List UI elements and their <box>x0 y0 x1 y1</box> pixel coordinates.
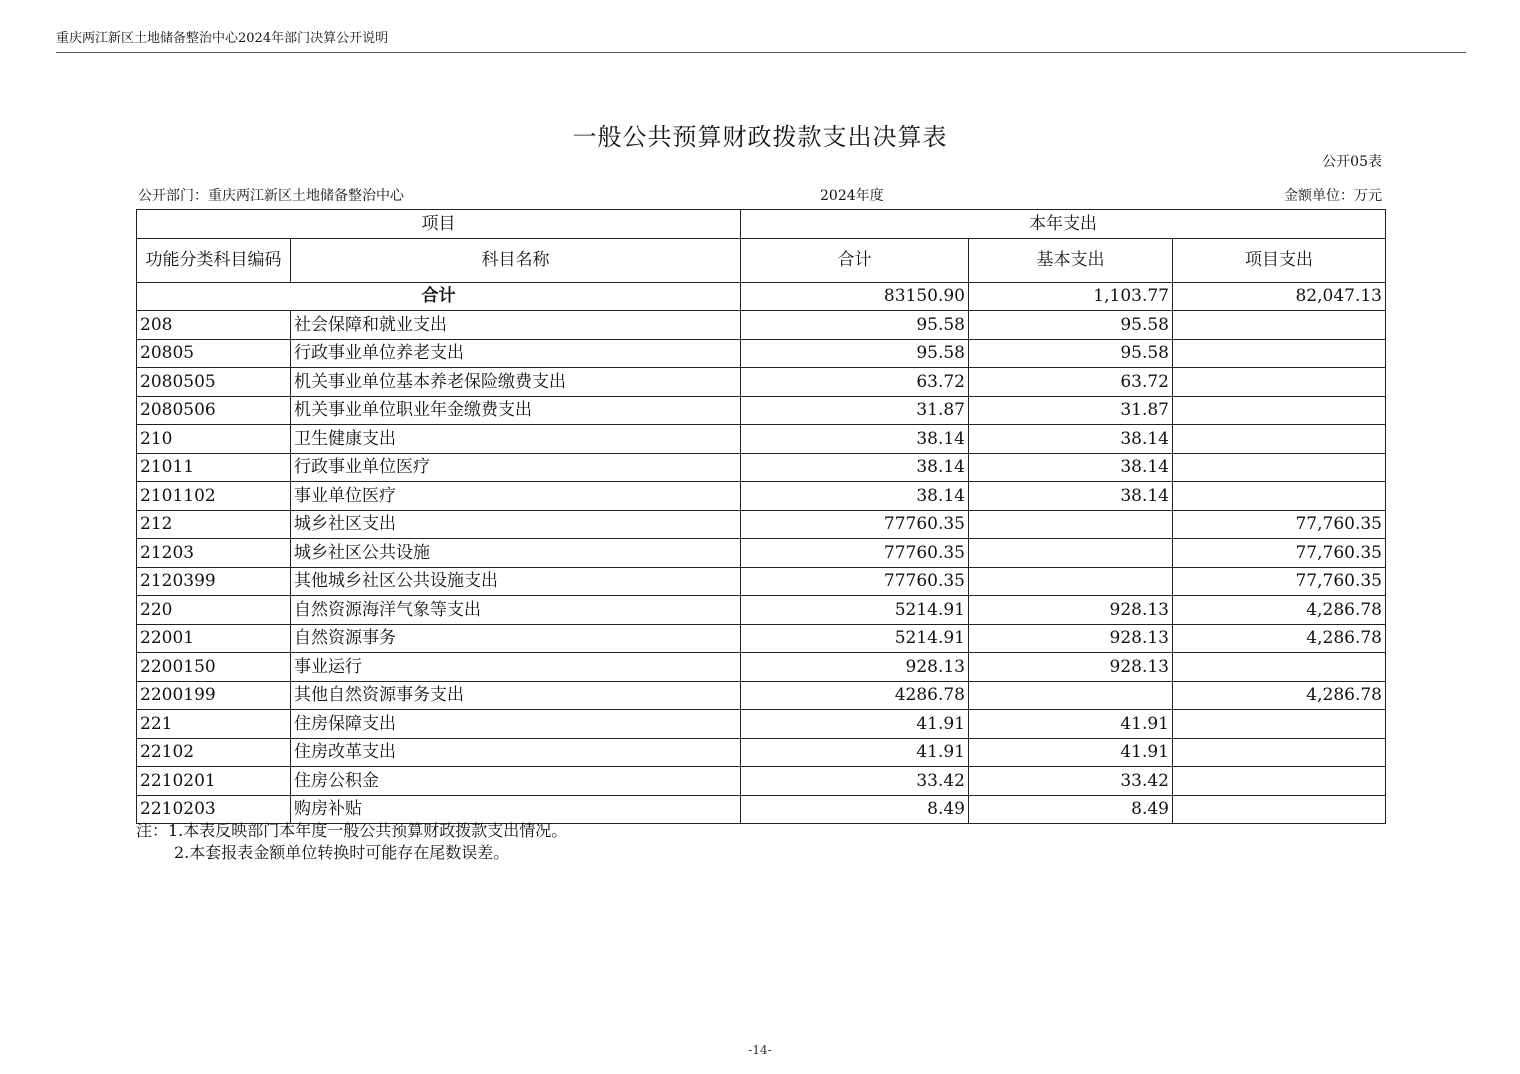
header-rule <box>56 52 1466 53</box>
cell-project <box>1173 339 1386 368</box>
cell-total: 5214.91 <box>741 624 969 653</box>
cell-name: 自然资源海洋气象等支出 <box>291 596 741 625</box>
cell-name: 住房公积金 <box>291 767 741 796</box>
form-code: 公开05表 <box>1322 154 1382 170</box>
cell-code: 2101102 <box>137 482 291 511</box>
cell-total: 95.58 <box>741 339 969 368</box>
cell-code: 2080506 <box>137 396 291 425</box>
cell-basic <box>969 510 1173 539</box>
table-row <box>137 339 1386 368</box>
cell-code: 212 <box>137 510 291 539</box>
cell-project: 4,286.78 <box>1173 596 1386 625</box>
cell-name: 行政事业单位养老支出 <box>291 339 741 368</box>
table-row <box>137 596 1386 625</box>
table-row <box>137 738 1386 767</box>
total-row <box>137 282 1386 311</box>
cell-name: 社会保障和就业支出 <box>291 311 741 340</box>
cell-name: 行政事业单位医疗 <box>291 453 741 482</box>
cell-basic: 38.14 <box>969 425 1173 454</box>
cell-basic: 95.58 <box>969 311 1173 340</box>
note-2: 2.本套报表金额单位转换时可能存在尾数误差。 <box>174 843 510 862</box>
table-row <box>137 653 1386 682</box>
cell-total: 38.14 <box>741 482 969 511</box>
cell-name: 事业运行 <box>291 653 741 682</box>
unit-label: 金额单位：万元 <box>1284 188 1382 204</box>
cell-code: 2210203 <box>137 795 291 824</box>
cell-total: 31.87 <box>741 396 969 425</box>
total-label: 合计 <box>137 282 741 311</box>
table-row <box>137 710 1386 739</box>
cell-basic: 41.91 <box>969 710 1173 739</box>
cell-name: 住房改革支出 <box>291 738 741 767</box>
cell-name: 购房补贴 <box>291 795 741 824</box>
cell-basic <box>969 539 1173 568</box>
cell-code: 21203 <box>137 539 291 568</box>
cell-total: 77760.35 <box>741 539 969 568</box>
total-amount: 83150.90 <box>741 282 969 311</box>
cell-total: 5214.91 <box>741 596 969 625</box>
table-row <box>137 396 1386 425</box>
cell-basic: 95.58 <box>969 339 1173 368</box>
cell-project <box>1173 795 1386 824</box>
cell-code: 22001 <box>137 624 291 653</box>
cell-code: 2210201 <box>137 767 291 796</box>
fiscal-year-label: 2024年度 <box>820 188 884 204</box>
cell-name: 住房保障支出 <box>291 710 741 739</box>
cell-project <box>1173 396 1386 425</box>
table-row <box>137 453 1386 482</box>
cell-total: 8.49 <box>741 795 969 824</box>
cell-total: 95.58 <box>741 311 969 340</box>
cell-total: 928.13 <box>741 653 969 682</box>
cell-code: 2200199 <box>137 681 291 710</box>
header-item: 项目 <box>137 210 741 239</box>
expenditure-table <box>136 209 1386 824</box>
cell-code: 210 <box>137 425 291 454</box>
cell-basic: 31.87 <box>969 396 1173 425</box>
header-row-2 <box>137 238 1386 282</box>
cell-total: 33.42 <box>741 767 969 796</box>
cell-project <box>1173 767 1386 796</box>
table-title: 一般公共预算财政拨款支出决算表 <box>572 123 948 151</box>
header-basic: 基本支出 <box>969 238 1173 282</box>
cell-code: 21011 <box>137 453 291 482</box>
table-row <box>137 482 1386 511</box>
cell-basic <box>969 567 1173 596</box>
cell-basic: 38.14 <box>969 482 1173 511</box>
running-header: 重庆两江新区土地储备整治中心2024年部门决算公开说明 <box>56 31 389 46</box>
total-project: 82,047.13 <box>1173 282 1386 311</box>
cell-basic: 928.13 <box>969 596 1173 625</box>
cell-code: 208 <box>137 311 291 340</box>
cell-code: 2120399 <box>137 567 291 596</box>
table-row <box>137 510 1386 539</box>
cell-project: 77,760.35 <box>1173 510 1386 539</box>
cell-project <box>1173 482 1386 511</box>
cell-project: 4,286.78 <box>1173 624 1386 653</box>
cell-basic: 41.91 <box>969 738 1173 767</box>
table-row <box>137 767 1386 796</box>
cell-code: 221 <box>137 710 291 739</box>
cell-code: 22102 <box>137 738 291 767</box>
note-1: 注：1.本表反映部门本年度一般公共预算财政拨款支出情况。 <box>136 821 568 840</box>
cell-total: 77760.35 <box>741 510 969 539</box>
cell-name: 城乡社区公共设施 <box>291 539 741 568</box>
header-name: 科目名称 <box>291 238 741 282</box>
table-row <box>137 624 1386 653</box>
cell-name: 机关事业单位职业年金缴费支出 <box>291 396 741 425</box>
header-code: 功能分类科目编码 <box>137 238 291 282</box>
table-row <box>137 368 1386 397</box>
cell-code: 2080505 <box>137 368 291 397</box>
cell-code: 2200150 <box>137 653 291 682</box>
table-row <box>137 681 1386 710</box>
header-total: 合计 <box>741 238 969 282</box>
cell-project: 77,760.35 <box>1173 567 1386 596</box>
notes <box>136 820 567 864</box>
cell-name: 城乡社区支出 <box>291 510 741 539</box>
cell-basic: 33.42 <box>969 767 1173 796</box>
cell-project <box>1173 425 1386 454</box>
cell-basic: 928.13 <box>969 653 1173 682</box>
cell-total: 38.14 <box>741 453 969 482</box>
cell-project <box>1173 738 1386 767</box>
cell-basic: 928.13 <box>969 624 1173 653</box>
cell-project <box>1173 311 1386 340</box>
cell-name: 自然资源事务 <box>291 624 741 653</box>
cell-project: 77,760.35 <box>1173 539 1386 568</box>
cell-total: 4286.78 <box>741 681 969 710</box>
cell-basic <box>969 681 1173 710</box>
cell-total: 41.91 <box>741 710 969 739</box>
department-label: 公开部门：重庆两江新区土地储备整治中心 <box>138 188 404 204</box>
cell-total: 38.14 <box>741 425 969 454</box>
header-project: 项目支出 <box>1173 238 1386 282</box>
cell-total: 41.91 <box>741 738 969 767</box>
cell-name: 其他自然资源事务支出 <box>291 681 741 710</box>
cell-code: 220 <box>137 596 291 625</box>
cell-basic: 8.49 <box>969 795 1173 824</box>
cell-name: 事业单位医疗 <box>291 482 741 511</box>
cell-basic: 63.72 <box>969 368 1173 397</box>
cell-project <box>1173 368 1386 397</box>
header-row-1 <box>137 210 1386 239</box>
cell-basic: 38.14 <box>969 453 1173 482</box>
cell-code: 20805 <box>137 339 291 368</box>
cell-project <box>1173 710 1386 739</box>
table-row <box>137 311 1386 340</box>
cell-project <box>1173 453 1386 482</box>
cell-name: 其他城乡社区公共设施支出 <box>291 567 741 596</box>
cell-project <box>1173 653 1386 682</box>
cell-total: 63.72 <box>741 368 969 397</box>
table-row <box>137 425 1386 454</box>
table-row <box>137 567 1386 596</box>
table-row <box>137 539 1386 568</box>
header-current-year: 本年支出 <box>741 210 1386 239</box>
cell-total: 77760.35 <box>741 567 969 596</box>
total-basic: 1,103.77 <box>969 282 1173 311</box>
cell-name: 机关事业单位基本养老保险缴费支出 <box>291 368 741 397</box>
cell-name: 卫生健康支出 <box>291 425 741 454</box>
cell-project: 4,286.78 <box>1173 681 1386 710</box>
page-number: -14- <box>748 1043 772 1057</box>
